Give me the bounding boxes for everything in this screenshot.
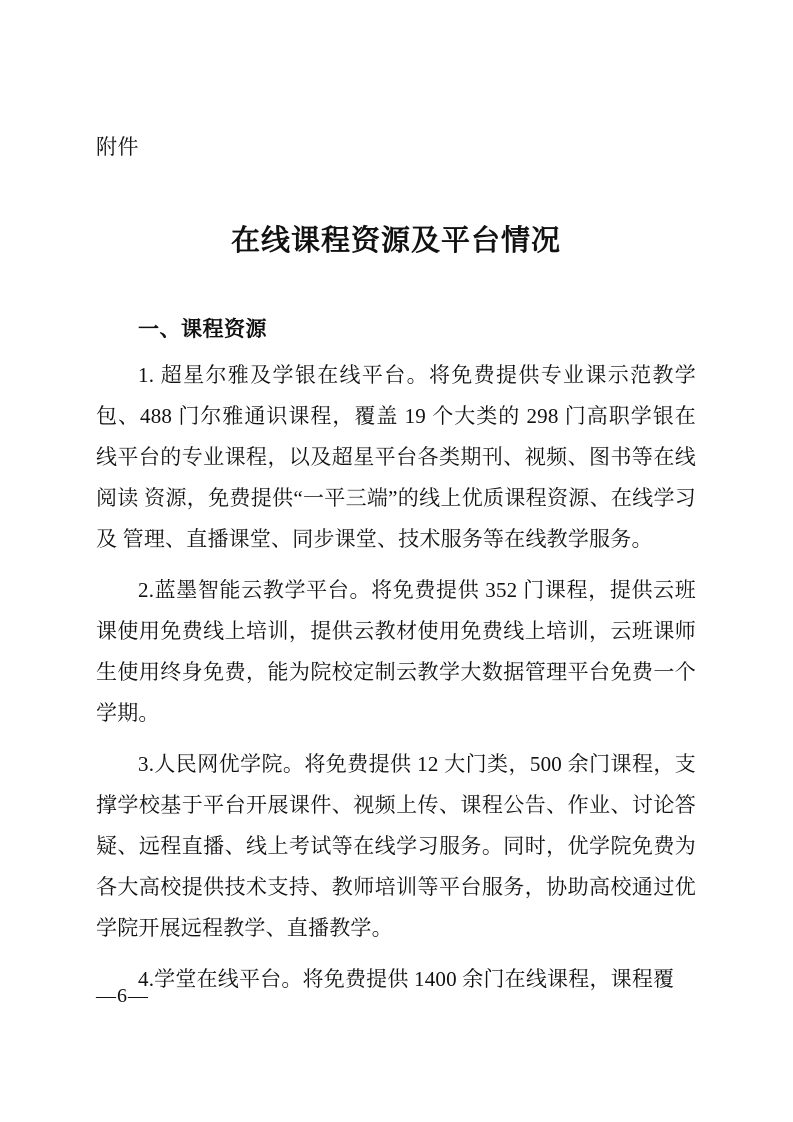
paragraph-chaoxing: 1. 超星尔雅及学银在线平台。将免费提供专业课示范教学包、488 门尔雅通识课程，覆盖 19 个大类的 298 门高职学银在线平台的专业课程，以及超星平台各类期刊、视频、图书等在线阅读 资源，免费提供“一平三端”的线上优质课程资源、在线学习及 管理、直播课堂、同步课堂、技术服务等在线教学服务。 bbox=[96, 363, 696, 551]
page-number: —6— bbox=[96, 985, 149, 1007]
document-body bbox=[96, 132, 696, 1000]
section-heading-course-resources: 一、课程资源 bbox=[138, 317, 267, 341]
paragraph-lanmo: 2.蓝墨智能云教学平台。将免费提供 352 门课程，提供云班课使用免费线上培训，提供云教材使用免费线上培训，云班课师 生使用终身免费，能为院校定制云教学大数据管理平台免费一个 学期。 bbox=[96, 578, 696, 725]
page-title: 在线课程资源及平台情况 bbox=[230, 223, 561, 257]
paragraph-youxueyuan: 3.人民网优学院。将免费提供 12 大门类，500 余门课程，支撑学校基于平台开展课件、视频上传、课程公告、作业、讨论答 疑、远程直播、线上考试等在线学习服务。同时，优学院免费为 各大高校提供技术支持、教师培训等平台服务，协助高校通过优 学院开展远程教学、直播教学。 bbox=[96, 752, 696, 940]
paragraph-xuetangonline: 4.学堂在线平台。将免费提供 1400 余门在线课程，课程覆 bbox=[138, 967, 675, 991]
attachment-label: 附件 bbox=[96, 135, 139, 159]
